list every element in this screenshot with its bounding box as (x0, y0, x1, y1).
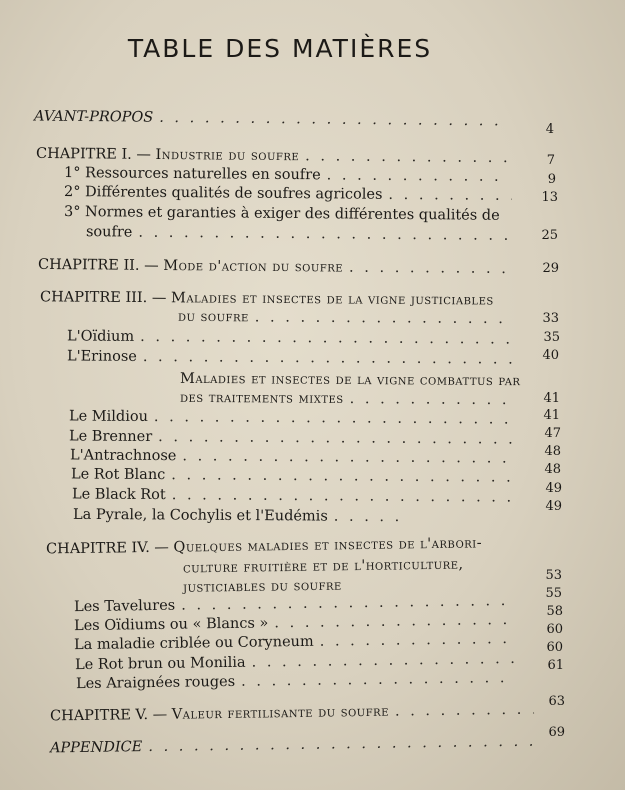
page-title: TABLE DES MATIÈRES (127, 34, 433, 63)
page-number: 29 (542, 261, 559, 276)
toc-entry-continued: soufre . . . (86, 223, 518, 245)
page-number: 53 (545, 568, 562, 583)
toc-entry: Le Brenner . . . (69, 427, 520, 448)
leader-dots (148, 733, 534, 756)
toc-entry: Les Tavelures . . . (74, 592, 521, 616)
toc-entry-chapitre-3: CHAPITRE III. — Maladies et insectes de la vigne justiciables (39, 289, 494, 309)
leader-dots (395, 701, 534, 721)
leader-dots (388, 186, 512, 205)
page-number: 55 (545, 586, 562, 601)
page-number: 47 (544, 426, 561, 441)
leader-dots (350, 390, 514, 409)
page-number: 41 (543, 408, 560, 423)
leader-dots (251, 650, 515, 672)
page-number: 69 (548, 725, 565, 740)
toc-entry-continued: des traitements mixtes . . . (180, 389, 520, 409)
leader-dots (138, 224, 512, 245)
toc-entry-continued: culture fruitière et de l'horticulture, (182, 556, 464, 577)
toc-entry-chapitre-1: CHAPITRE I. — Industrie du soufre . . . (36, 145, 516, 167)
page-number: 25 (541, 228, 558, 243)
leader-dots (172, 486, 514, 506)
toc-entry: L'Oïdium . . . (67, 327, 520, 348)
leader-dots (159, 109, 508, 131)
toc-entry-continued: du soufre . . . (178, 308, 520, 328)
toc-entry-chapitre-5: CHAPITRE V. — Valeur fertilisante du soufre . . . (50, 701, 540, 726)
toc-entry: La Pyrale, la Cochylis et l'Eudémis . . . (73, 506, 413, 526)
toc-entry-appendice: APPENDICE . . . (50, 733, 540, 758)
page-number: 41 (543, 391, 560, 406)
page-number: 49 (545, 481, 562, 496)
leader-dots (305, 147, 510, 167)
leader-dots (255, 308, 514, 328)
leader-dots (143, 348, 512, 369)
toc-entry-continued: justiciables du soufre (182, 577, 342, 596)
leader-dots (349, 259, 514, 278)
page-number: 7 (546, 153, 555, 168)
toc-entry: Le Mildiou . . . (69, 407, 520, 428)
page-number: 4 (545, 122, 554, 137)
toc-entry: Le Rot brun ou Monilia . . . (75, 650, 521, 674)
page-number: 13 (541, 190, 558, 205)
toc-entry: L'Erinose . . . (67, 347, 518, 368)
leader-dots (158, 428, 514, 448)
toc-entry: 1° Ressources naturelles en soufre . . . (64, 164, 516, 186)
toc-entry: L'Antrachnose . . . (70, 446, 520, 467)
leader-dots (140, 328, 514, 349)
leader-dots (334, 508, 407, 527)
toc-entry: Les Araignées rouges . . . (76, 669, 521, 693)
toc-entry-chapitre-2: CHAPITRE II. — Mode d'action du soufre . . . (38, 256, 520, 278)
leader-dots (327, 166, 510, 186)
leader-dots (241, 669, 515, 691)
page-number: 60 (546, 622, 563, 637)
page-number: 9 (547, 172, 556, 187)
toc-entry: Le Black Rot . . . (72, 485, 520, 506)
page-number: 48 (544, 462, 561, 477)
page-number: 60 (546, 640, 563, 655)
page-number: 63 (548, 694, 565, 709)
page-number: 35 (543, 330, 560, 345)
leader-dots (154, 408, 514, 429)
toc-entry-chapitre-4: CHAPITRE IV. — Quelques maladies et insectes de l'arbori- (45, 535, 483, 558)
leader-dots (320, 630, 516, 651)
toc-subheading: Maladies et insectes de la vigne combattus par (179, 370, 521, 390)
toc-entry: 3° Normes et garanties à exiger des différentes qualités de (63, 203, 500, 224)
toc-entry: La maladie criblée ou Coryneum . . . (74, 630, 521, 654)
page-number: 58 (546, 604, 563, 619)
page-number: 33 (542, 311, 559, 326)
leader-dots (182, 447, 514, 467)
leader-dots (171, 466, 514, 486)
page-number: 40 (542, 348, 559, 363)
page-number: 49 (545, 499, 562, 514)
page-number: 48 (544, 444, 561, 459)
toc-entry: 2° Différentes qualités de soufres agricoles . . . (64, 183, 518, 205)
toc-entry-avant-propos: AVANT-PROPOS . . . (34, 107, 514, 130)
page-number: 61 (547, 658, 564, 673)
toc-entry: Les Oïdiums ou « Blancs » . . . (74, 611, 521, 635)
leader-dots (274, 611, 515, 632)
toc-entry: Le Rot Blanc . . . (71, 465, 520, 486)
